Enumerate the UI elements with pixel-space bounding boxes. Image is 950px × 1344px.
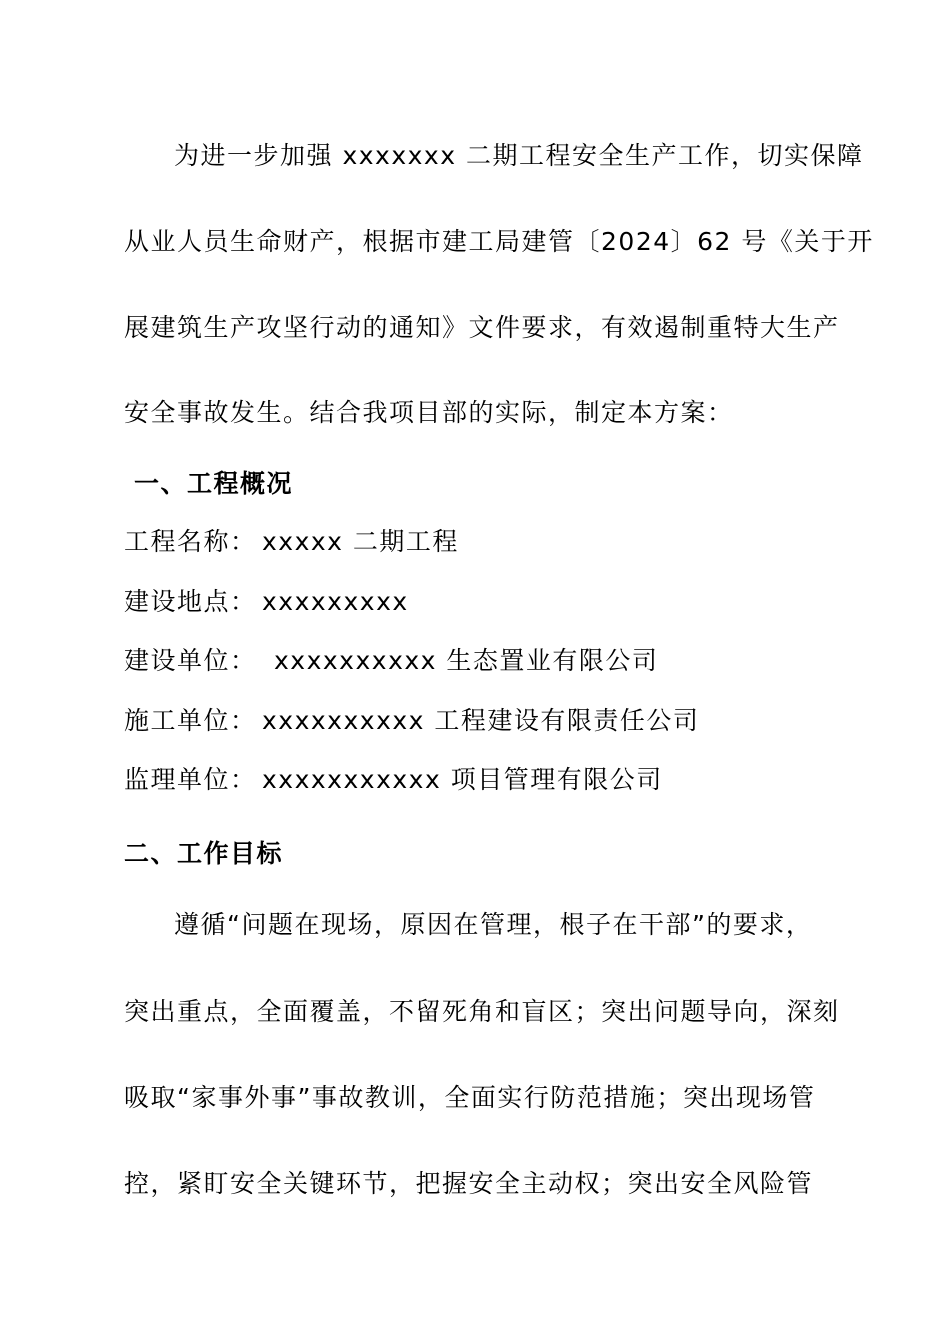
field-label: 建设地点： xyxy=(124,587,257,616)
field-value: xxxxxxxxxx 生态置业有限公司 xyxy=(274,646,659,675)
goal-line-2: 突出重点，全面覆盖，不留死角和盲区；突出问题导向，深刻 xyxy=(124,997,840,1026)
intro-line-3: 展建筑生产攻坚行动的通知》文件要求，有效遏制重特大生产 xyxy=(124,313,840,342)
intro-line-4: 安全事故发生。结合我项目部的实际，制定本方案： xyxy=(124,398,734,427)
goal-line-4: 控，紧盯安全关键环节，把握安全主动权；突出安全风险管 xyxy=(124,1169,814,1198)
section1-title: 一、工程概况 xyxy=(134,469,294,498)
field-project-name xyxy=(124,527,459,557)
field-location xyxy=(124,587,409,617)
field-value: xxxxxxxxx xyxy=(262,587,409,616)
goal-line-3: 吸取“家事外事”事故教训，全面实行防范措施；突出现场管 xyxy=(124,1083,816,1112)
field-supervisor xyxy=(124,765,663,795)
field-label: 施工单位： xyxy=(124,706,257,735)
field-developer xyxy=(124,646,658,676)
intro-line-1: 为进一步加强 xxxxxxx 二期工程安全生产工作，切实保障 xyxy=(174,141,864,170)
field-label: 监理单位： xyxy=(124,765,257,794)
field-value: xxxxxxxxxxx 项目管理有限公司 xyxy=(262,765,663,794)
field-label: 工程名称： xyxy=(124,527,257,556)
field-value: xxxxx 二期工程 xyxy=(262,527,459,556)
field-label: 建设单位： xyxy=(124,646,257,675)
intro-line-2: 从业人员生命财产，根据市建工局建管〔2024〕62 号《关于开 xyxy=(124,227,874,256)
section2-title: 二、工作目标 xyxy=(124,839,284,868)
field-value: xxxxxxxxxx 工程建设有限责任公司 xyxy=(262,706,700,735)
goal-line-1: 遵循“问题在现场，原因在管理，根子在干部”的要求， xyxy=(174,910,813,939)
field-contractor xyxy=(124,706,699,736)
